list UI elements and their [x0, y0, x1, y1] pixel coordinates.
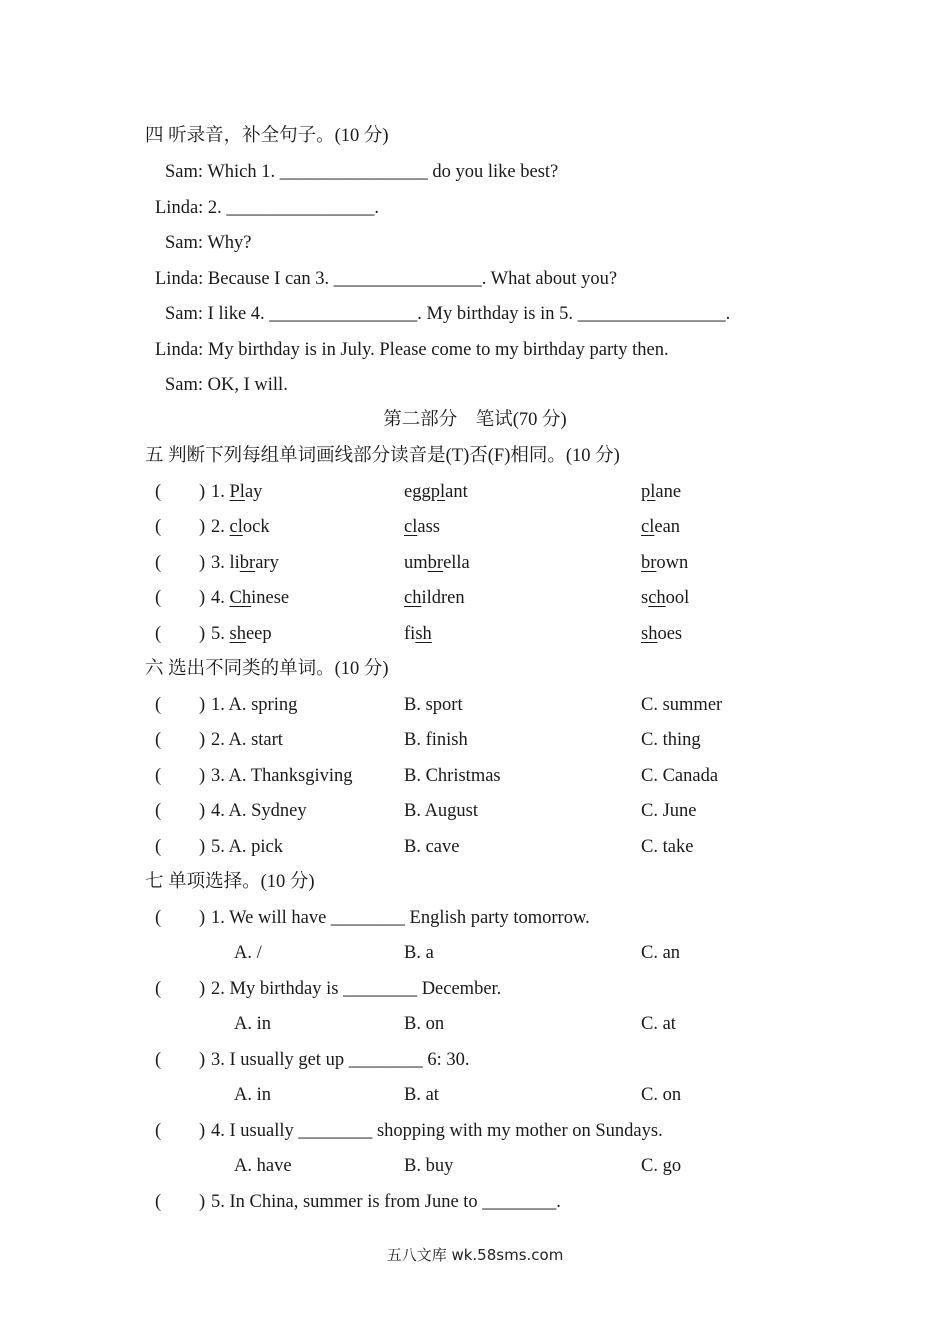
option-b: B. finish	[404, 730, 468, 750]
option-b: B. Christmas	[404, 766, 501, 786]
underlined-letters: cl	[641, 517, 655, 537]
question-number: 1.	[211, 482, 225, 502]
paren-open: (	[155, 482, 162, 502]
word-part: eep	[245, 624, 272, 644]
answer-blank[interactable]	[155, 799, 206, 823]
word-part: ant	[445, 482, 468, 502]
dialog-line: Linda: Because I can 3. ________________. What about you?	[155, 269, 618, 289]
underlined-letters: cl	[404, 517, 418, 537]
paren-open: (	[155, 695, 162, 715]
paren-close: )	[199, 801, 206, 821]
answer-blank[interactable]	[155, 728, 206, 752]
dialog-line: Sam: Why?	[165, 233, 252, 253]
paren-close: )	[199, 695, 206, 715]
compare-word	[641, 586, 689, 610]
question-text: 2. My birthday is ________ December.	[211, 979, 502, 999]
word-part: ool	[665, 588, 690, 608]
paren-open: (	[155, 766, 162, 786]
option-a: 4. A. Sydney	[211, 801, 307, 821]
compare-word	[641, 515, 680, 539]
option-c: C. Canada	[641, 766, 719, 786]
underlined-letters: pl	[641, 482, 656, 502]
option-c: C. June	[641, 801, 697, 821]
compare-word	[404, 551, 470, 575]
option-a: 1. A. spring	[211, 695, 298, 715]
section-7-title: 七 单项选择。(10 分)	[145, 872, 315, 892]
question-word	[211, 515, 270, 539]
compare-word	[641, 622, 682, 646]
word-part: ary	[255, 553, 279, 573]
option-c: C. summer	[641, 695, 723, 715]
word-part: egg	[404, 482, 431, 502]
paren-close: )	[199, 766, 206, 786]
underlined-letters: cl	[229, 517, 243, 537]
underlined-letters: br	[641, 553, 657, 573]
compare-word	[641, 551, 688, 575]
paren-close: )	[199, 482, 206, 502]
option-b: B. buy	[404, 1156, 454, 1176]
option-b: B. August	[404, 801, 479, 821]
section-6-title: 六 选出不同类的单词。(10 分)	[145, 659, 389, 679]
paren-close: )	[199, 730, 206, 750]
question-text: 3. I usually get up ________ 6: 30.	[211, 1050, 470, 1070]
dialog-line: Sam: OK, I will.	[165, 375, 288, 395]
dialog-line: Sam: Which 1. ________________ do you like best?	[165, 162, 559, 182]
underlined-letters: pl	[430, 482, 446, 502]
answer-blank[interactable]	[155, 551, 206, 575]
underlined-letters: ch	[404, 588, 422, 608]
answer-blank[interactable]	[155, 977, 206, 1001]
word-part: ella	[443, 553, 470, 573]
question-number: 5.	[211, 624, 225, 644]
section-5-title: 五 判断下列每组单词画线部分读音是(T)否(F)相同。(10 分)	[145, 446, 620, 466]
option-c: C. on	[641, 1085, 682, 1105]
paren-close: )	[199, 588, 206, 608]
paren-open: (	[155, 517, 162, 537]
question-number: 2.	[211, 517, 225, 537]
answer-blank[interactable]	[155, 835, 206, 859]
paren-close: )	[199, 517, 206, 537]
paren-open: (	[155, 1121, 162, 1141]
option-c: C. an	[641, 943, 681, 963]
option-a: A. /	[234, 943, 262, 963]
option-c: C. take	[641, 837, 694, 857]
word-part: oes	[657, 624, 683, 644]
paren-open: (	[155, 837, 162, 857]
word-part: s	[641, 588, 649, 608]
option-a: 5. A. pick	[211, 837, 283, 857]
answer-blank[interactable]	[155, 480, 206, 504]
question-number: 4.	[211, 588, 225, 608]
option-a: 3. A. Thanksgiving	[211, 766, 353, 786]
paren-open: (	[155, 908, 162, 928]
dialog-line: Linda: My birthday is in July. Please come to my birthday party then.	[155, 340, 669, 360]
question-text: 4. I usually ________ shopping with my mother on Sundays.	[211, 1121, 663, 1141]
answer-blank[interactable]	[155, 1048, 206, 1072]
paren-open: (	[155, 730, 162, 750]
paren-close: )	[199, 624, 206, 644]
paren-close: )	[199, 1192, 206, 1212]
compare-word	[404, 622, 432, 646]
compare-word	[641, 480, 681, 504]
part-2-title: 第二部分 笔试(70 分)	[383, 410, 567, 430]
question-word	[211, 586, 289, 610]
answer-blank[interactable]	[155, 1119, 206, 1143]
paren-open: (	[155, 979, 162, 999]
dialog-line: Linda: 2. ________________.	[155, 198, 380, 218]
compare-word	[404, 515, 440, 539]
word-part: own	[656, 553, 689, 573]
word-part: inese	[251, 588, 290, 608]
answer-blank[interactable]	[155, 764, 206, 788]
word-part: ock	[242, 517, 270, 537]
paren-open: (	[155, 553, 162, 573]
option-b: B. a	[404, 943, 434, 963]
option-a: A. have	[234, 1156, 292, 1176]
paren-close: )	[199, 1050, 206, 1070]
option-b: B. cave	[404, 837, 460, 857]
paren-close: )	[199, 837, 206, 857]
underlined-letters: br	[427, 553, 444, 573]
paren-open: (	[155, 801, 162, 821]
underlined-letters: Pl	[229, 482, 245, 502]
underlined-letters: sh	[415, 624, 432, 644]
question-word	[211, 622, 272, 646]
word-part: ane	[655, 482, 682, 502]
option-c: C. thing	[641, 730, 701, 750]
underlined-letters: br	[239, 553, 256, 573]
underlined-letters: Ch	[229, 588, 252, 608]
option-c: C. go	[641, 1156, 682, 1176]
word-part: li	[229, 553, 240, 573]
word-part: ildren	[421, 588, 465, 608]
word-part: ass	[417, 517, 440, 537]
question-text: 1. We will have ________ English party tomorrow.	[211, 908, 590, 928]
option-a: A. in	[234, 1014, 271, 1034]
answer-blank[interactable]	[155, 622, 206, 646]
option-b: B. on	[404, 1014, 445, 1034]
word-part: ean	[654, 517, 681, 537]
question-word	[211, 480, 262, 504]
compare-word	[404, 480, 468, 504]
paren-open: (	[155, 1050, 162, 1070]
paren-close: )	[199, 908, 206, 928]
option-b: B. sport	[404, 695, 463, 715]
option-a: 2. A. start	[211, 730, 283, 750]
paren-open: (	[155, 624, 162, 644]
question-number: 3.	[211, 553, 225, 573]
question-text: 5. In China, summer is from June to ________.	[211, 1192, 561, 1212]
paren-close: )	[199, 1121, 206, 1141]
paren-close: )	[199, 979, 206, 999]
underlined-letters: sh	[641, 624, 658, 644]
word-part: fi	[404, 624, 416, 644]
paren-open: (	[155, 1192, 162, 1212]
paren-close: )	[199, 553, 206, 573]
dialog-line: Sam: I like 4. ________________. My birthday is in 5. ________________.	[165, 304, 731, 324]
question-word	[211, 551, 279, 575]
option-b: B. at	[404, 1085, 439, 1105]
answer-blank[interactable]	[155, 586, 206, 610]
word-part: um	[404, 553, 428, 573]
compare-word	[404, 586, 465, 610]
option-a: A. in	[234, 1085, 271, 1105]
option-c: C. at	[641, 1014, 676, 1034]
answer-blank[interactable]	[155, 693, 206, 717]
underlined-letters: ch	[648, 588, 666, 608]
answer-blank[interactable]	[155, 1190, 206, 1214]
answer-blank[interactable]	[155, 906, 206, 930]
footer-watermark: 五八文库 wk.58sms.com	[386, 1246, 564, 1264]
answer-blank[interactable]	[155, 515, 206, 539]
word-part: ay	[244, 482, 263, 502]
section-4-title: 四 听录音，补全句子。(10 分)	[145, 126, 389, 146]
underlined-letters: sh	[229, 624, 246, 644]
paren-open: (	[155, 588, 162, 608]
